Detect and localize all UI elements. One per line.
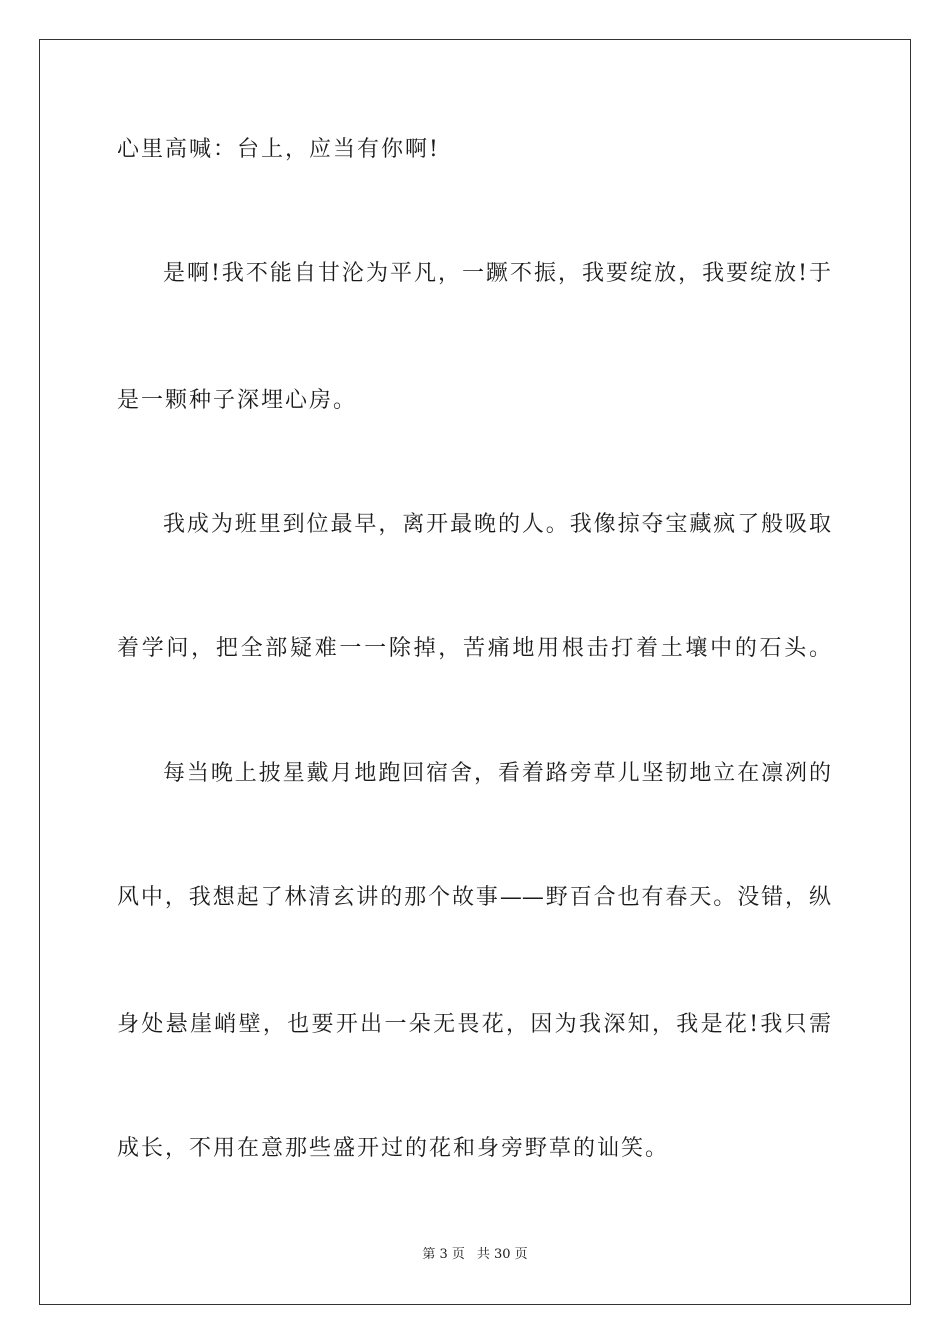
page-border <box>39 39 911 1305</box>
paragraph-line-2: 是啊!我不能自甘沦为平凡，一蹶不振，我要绽放，我要绽放!于 <box>163 261 831 286</box>
page-number: 第 3 页 <box>422 1247 465 1262</box>
paragraph-line-9: 成长，不用在意那些盛开过的花和身旁野草的讪笑。 <box>117 1136 670 1161</box>
paragraph-line-3: 是一颗种子深埋心房。 <box>117 388 358 413</box>
paragraph-line-1: 心里高喊：台上，应当有你啊! <box>117 137 440 162</box>
paragraph-line-6: 每当晚上披星戴月地跑回宿舍，看着路旁草儿坚韧地立在凛冽的 <box>163 761 831 786</box>
paragraph-line-7: 风中，我想起了林清玄讲的那个故事——野百合也有春天。没错，纵 <box>117 885 831 910</box>
paragraph-line-5: 着学问，把全部疑难一一除掉，苦痛地用根击打着土壤中的石头。 <box>117 636 831 661</box>
page-footer <box>0 1247 950 1263</box>
paragraph-line-4: 我成为班里到位最早，离开最晚的人。我像掠夺宝藏疯了般吸取 <box>163 512 831 537</box>
paragraph-line-8: 身处悬崖峭壁，也要开出一朵无畏花，因为我深知，我是花!我只需 <box>117 1012 831 1037</box>
page-total: 共 30 页 <box>476 1247 528 1262</box>
